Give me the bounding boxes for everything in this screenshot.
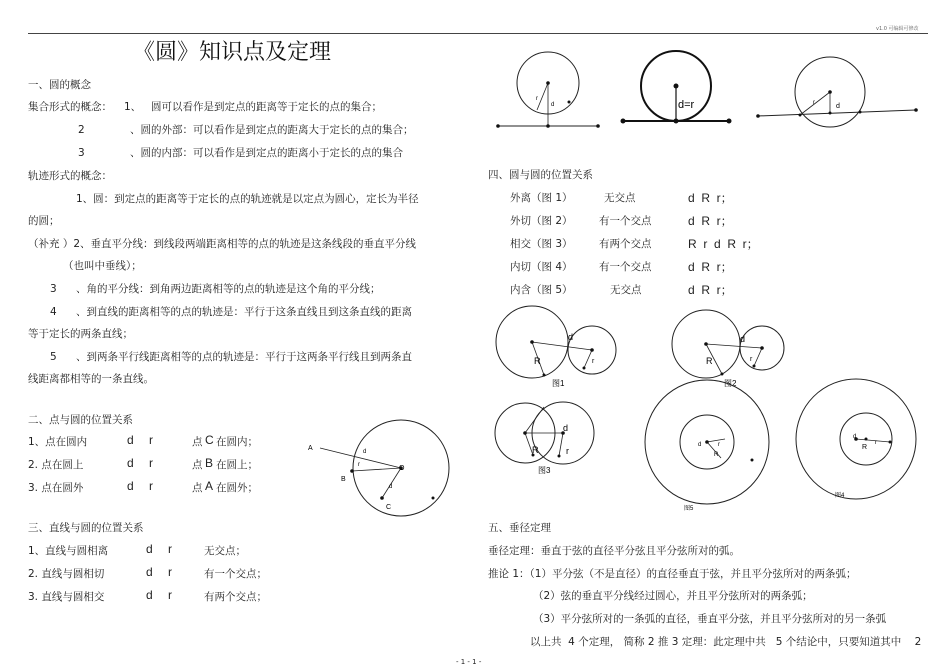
sec4-row5-label: 内含（图 5） <box>510 284 573 296</box>
topfig-r1: r <box>536 96 538 102</box>
f4-R: R <box>862 444 868 451</box>
sec2-row2-d: d <box>127 456 134 470</box>
line-circle-figures <box>490 40 920 135</box>
sec2-row3-note-b: 在圆外； <box>216 482 258 494</box>
fig-label-o: O <box>399 465 405 472</box>
point-circle-figure <box>300 410 450 520</box>
fig-label-r: r <box>358 462 360 468</box>
sec2-row3-label: 3. 点在圆外 <box>28 482 84 494</box>
sec4-row4-rel: d R r； <box>688 260 733 274</box>
header-rule <box>28 33 928 34</box>
sec2-row2-note-b: 在圆上； <box>216 459 258 471</box>
sec3-row1-d: d <box>146 542 153 556</box>
f2-d: d <box>740 334 746 344</box>
fig-label-a: A <box>308 445 313 452</box>
sec4-row5-note: 无交点 <box>610 284 642 296</box>
sec3-row1-label: 1、直线与圆相离 <box>28 545 109 557</box>
topfig-dr: d=r <box>678 99 695 111</box>
sec2-row1-note-a: 点 <box>192 436 203 448</box>
sec3-row2-r: r <box>168 565 172 579</box>
sec3-row2-note: 有一个交点； <box>204 568 267 580</box>
sec4-row3-label: 相交（图 3） <box>510 238 573 250</box>
sec3-row3-r: r <box>168 588 172 602</box>
f3-R: R <box>532 445 539 455</box>
set-2-num: 2 <box>78 124 85 136</box>
sec4-row3-note: 有两个交点 <box>599 238 652 250</box>
sec2-row3-r: r <box>149 479 153 493</box>
set-3: 、圆的内部：可以看作是到定点的距离小于定长的点的集合 <box>130 147 403 159</box>
sec2-row2-label: 2. 点在圆上 <box>28 459 84 471</box>
sec1-heading: 一、圆的概念 <box>28 79 91 91</box>
locus-5b: 线距离都相等的一条直线。 <box>28 373 154 385</box>
f4-r: r <box>875 440 877 446</box>
sec2-row1-r: r <box>149 433 153 447</box>
sec3-row1-r: r <box>168 542 172 556</box>
locus-3: 、角的平分线：到角两边距离相等的点的轨迹是这个角的平分线； <box>76 283 381 295</box>
sec2-heading: 二、点与圆的位置关系 <box>28 414 133 426</box>
locus-4-num: 4 <box>50 306 57 318</box>
set-3-num: 3 <box>78 147 85 159</box>
locus-1b: 的圆； <box>28 215 60 227</box>
sec2-row2-note-a: 点 <box>192 459 203 471</box>
sec2-row2-pt: B <box>205 456 214 470</box>
sec5-heading: 五、垂径定理 <box>488 522 551 534</box>
locus-4b: 等于定长的两条直线； <box>28 328 133 340</box>
locus-5-num: 5 <box>50 351 57 363</box>
header-version: v1.0 可编辑可修改 <box>876 26 919 32</box>
sec4-row1-rel: d R r； <box>688 191 733 205</box>
set-label: 集合形式的概念： <box>28 101 112 113</box>
locus-2a: （补充 ）2、垂直平分线：到线段两端距离相等的点的轨迹是这条线段的垂直平分线 <box>28 238 417 250</box>
fig-label-c: C <box>386 504 392 511</box>
sec2-row3-d: d <box>127 479 134 493</box>
topfig-d1: d <box>551 102 555 108</box>
sec4-row5-rel: d R r； <box>688 283 733 297</box>
fig5-caption: 图5 <box>684 506 694 512</box>
sec5-summary: 以上共 4 个定理， 简称 2 推 3 定理：此定理中共 5 个结论中，只要知道其中 2 <box>530 636 922 648</box>
locus-label: 轨迹形式的概念： <box>28 170 112 182</box>
page-number: - 1 - 1 - <box>456 658 482 666</box>
sec4-row2-label: 外切（图 2） <box>510 215 573 227</box>
set-1: 圆可以看作是到定点的距离等于定长的点的集合； <box>151 101 382 113</box>
f1-R: R <box>534 356 541 366</box>
sec4-row2-rel: d R r； <box>688 214 733 228</box>
sec3-row3-label: 3. 直线与圆相交 <box>28 591 105 603</box>
locus-5a: 、到两条平行线距离相等的点的轨迹是：平行于这两条平行线且到两条直 <box>76 351 412 363</box>
fig3-caption: 图3 <box>538 466 551 475</box>
f1-d: d <box>568 332 574 342</box>
sec2-row1-note-b: 在圆内； <box>216 436 258 448</box>
sec3-heading: 三、直线与圆的位置关系 <box>28 522 144 534</box>
locus-4a: 、到直线的距离相等的点的轨迹是：平行于这条直线且到这条直线的距离 <box>76 306 412 318</box>
fig-label-d2: d <box>389 484 393 490</box>
set-1-num: 1、 <box>124 101 142 113</box>
sec5-corollary-1: 推论 1：（1）平分弦（不是直径）的直径垂直于弦，并且平分弦所对的两条弧； <box>488 568 857 580</box>
sec3-row3-d: d <box>146 588 153 602</box>
page-title: 《圆》知识点及定理 <box>133 40 332 65</box>
topfig-r3: r <box>813 100 815 106</box>
f5-d: d <box>698 442 702 448</box>
sec2-row3-note-a: 点 <box>192 482 203 494</box>
sec2-row1-pt: C <box>205 433 214 447</box>
set-2: 、圆的外部：可以看作是到定点的距离大于定长的点的集合； <box>130 124 414 136</box>
f1-r: r <box>592 358 595 365</box>
sec5-corollary-3: （3）平分弦所对的一条弧的直径，垂直平分弦，并且平分弦所对的另一条弧 <box>533 613 887 625</box>
circle-circle-figures <box>488 302 928 514</box>
sec3-row1-note: 无交点； <box>204 545 246 557</box>
sec4-row1-note: 无交点 <box>604 192 636 204</box>
topfig-d3: d <box>836 103 840 110</box>
sec2-row1-d: d <box>127 433 134 447</box>
sec3-row3-note: 有两个交点； <box>204 591 267 603</box>
sec4-row1-label: 外离（图 1） <box>510 192 573 204</box>
sec2-row1-label: 1、点在圆内 <box>28 436 88 448</box>
f3-d: d <box>563 423 569 433</box>
sec4-row2-note: 有一个交点 <box>599 215 652 227</box>
sec3-row2-label: 2. 直线与圆相切 <box>28 568 105 580</box>
f5-r: r <box>718 442 720 448</box>
f4-d: d <box>853 434 857 440</box>
sec5-corollary-2: （2）弦的垂直平分线经过圆心，并且平分弦所对的两条弧； <box>533 590 813 602</box>
fig2-caption: 图2 <box>724 379 737 388</box>
fig-label-d1: d <box>363 449 367 455</box>
f5-R: R <box>714 452 719 458</box>
fig-label-b: B <box>341 476 346 483</box>
locus-1a: 1、圆：到定点的距离等于定长的点的轨迹就是以定点为圆心，定长为半径 <box>76 193 419 205</box>
sec4-row4-note: 有一个交点 <box>599 261 652 273</box>
sec2-row2-r: r <box>149 456 153 470</box>
fig1-caption: 图1 <box>552 379 565 388</box>
sec4-row4-label: 内切（图 4） <box>510 261 573 273</box>
sec5-theorem: 垂径定理：垂直于弦的直径平分弦且平分弦所对的弧。 <box>488 545 740 557</box>
sec2-row3-pt: A <box>205 479 214 493</box>
f2-r: r <box>750 356 753 363</box>
f2-R: R <box>706 356 713 366</box>
fig4-caption: 图4 <box>835 493 845 499</box>
sec3-row2-d: d <box>146 565 153 579</box>
locus-2b: （也叫中垂线）； <box>63 260 142 272</box>
locus-3-num: 3 <box>50 283 57 295</box>
sec4-row3-rel: R r d R r； <box>688 237 759 251</box>
sec4-heading: 四、圆与圆的位置关系 <box>488 169 593 181</box>
f3-r: r <box>566 446 569 456</box>
